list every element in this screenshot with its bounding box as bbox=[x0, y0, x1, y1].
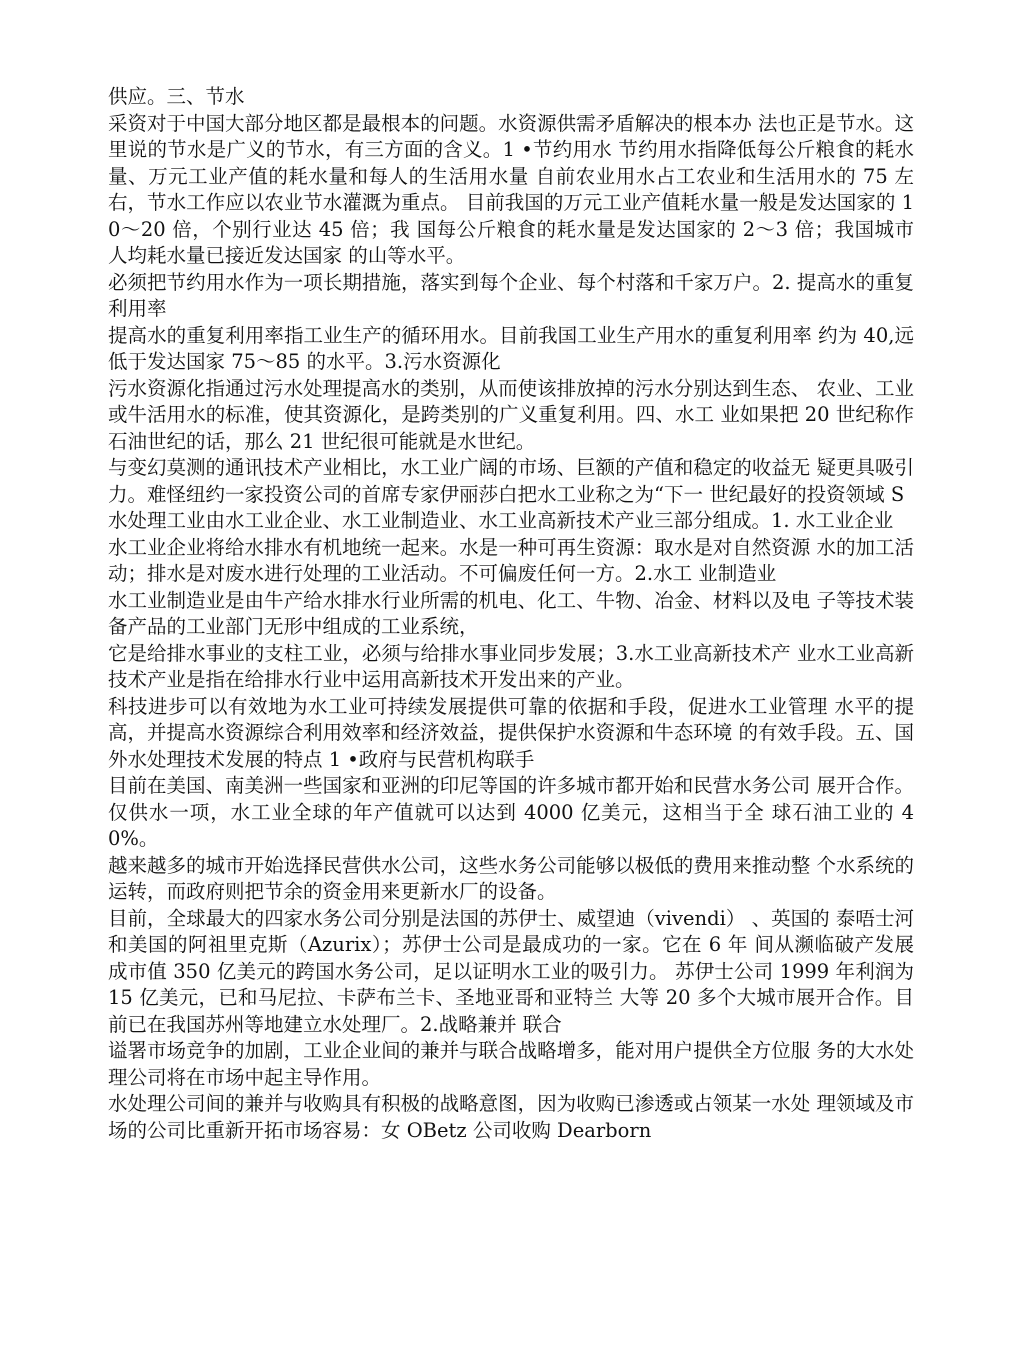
paragraph-reuse-rate: 提高水的重复利用率指工业生产的循环用水。目前我国工业生产用水的重复利用率 约为 40,远低于发达国家 75～85 的水平。3.污水资源化 bbox=[108, 323, 914, 373]
paragraph-wastewater-resource: 污水资源化指通过污水处理提高水的类别，从而使该排放掉的污水分别达到生态、 农业、工业或牛活用水的标准，使其资源化，是跨类别的广义重复利用。四、水工 业如果把 20 世纪称作石油世纪的话，那么 21 世纪很可能就是水世纪。 bbox=[108, 376, 914, 453]
paragraph-mergers: 谥署市场竞争的加剧，工业企业间的兼并与联合战略增多，能对用户提供全方位服 务的大水处理公司将在市场中起主导作用。 bbox=[108, 1039, 914, 1089]
paragraph-private-cooperation: 目前在美国、南美洲一些国家和亚洲的印尼等国的许多城市都开始和民营水务公司 展开合作。仅供水一项，水工业全球的年产值就可以达到 4000 亿美元，这相当于全 球石油工业的 40%。 bbox=[108, 774, 914, 850]
document-body bbox=[108, 84, 914, 1144]
paragraph-water-industry-appeal: 与变幻莫测的通讯技术产业相比，水工业广阔的市场、巨额的产值和稳定的收益无 疑更具吸引力。难怪纽约一家投资公司的首席专家伊丽莎白把水工业称之为“下一 世纪最好的投资领域 S bbox=[108, 456, 914, 506]
paragraph-section-heading: 供应。三、节水 bbox=[108, 85, 245, 108]
paragraph-manufacturing: 水工业制造业是由牛产给水排水行业所需的机电、化工、牛物、冶金、材料以及电 子等技术装备产品的工业部门无形中组成的工业系统， bbox=[108, 588, 914, 638]
paragraph-acquisitions: 水处理公司间的兼并与收购具有积极的战略意图，因为收购已渗透或占领某一水处 理领域及市场的公司比重新开拓市场容易：女 OBetz 公司收购 Dearborn bbox=[108, 1092, 914, 1142]
paragraph-water-enterprise: 水工业企业将给水排水有机地统一起来。水是一种可再生资源：取水是对自然资源 水的加工活动；排水是对废水进行处理的工业活动。不可偏废任何一方。2.水工 业制造业 bbox=[108, 535, 914, 585]
paragraph-tech-progress: 科技进步可以有效地为水工业可持续发展提供可靠的依据和手段，促进水工业管理 水平的提高，并提高水资源综合利用效率和经济效益，提供保护水资源和牛态环境 的有效手段。五、国外水处理技术发展的特点 1 •政府与民营机构联手 bbox=[108, 694, 914, 771]
paragraph-long-term-measure: 必须把节约用水作为一项长期措施，落实到每个企业、每个村落和千家万户。2. 提高水的重复利用率 bbox=[108, 270, 914, 320]
paragraph-pillar-industry: 它是给排水事业的支柱工业，必须与给排水事业同步发展；3.水工业高新技术产 业水工业高新技术产业是指在给排水行业中运用高新技术开发出来的产业。 bbox=[108, 641, 914, 691]
paragraph-industry-composition: 水处理工业由水工业企业、水工业制造业、水工业高新技术产业三部分组成。1. 水工业企业 bbox=[108, 509, 894, 532]
paragraph-water-saving: 采资对于中国大部分地区都是最根本的问题。水资源供需矛盾解决的根本办 法也正是节水。这里说的节水是广义的节水，有三方面的含义。1 •节约用水 节约用水指降低每公斤粮食的耗水量、万元工业产值的耗水量和每人的生活用水量 自前农业用水占工农业和生活用水的 75 左右，节水工作应以农业节水灌溉为重点。 目前我国的万元工业产值耗水量一般是发达国家的 10～20 倍，个别行业达 45 倍；我 国每公斤粮食的耗水量是发达国家的 2～3 倍；我国城市人均耗水量已接近发达国家 的山等水平。 bbox=[108, 111, 914, 267]
paragraph-top-companies: 目前，全球最大的四家水务公司分别是法国的苏伊士、威望迪（vivendi） 、英国的 泰唔士河和美国的阿祖里克斯（Azurix）；苏伊士公司是最成功的一家。它在 6 年 间从濒临破产发展成市值 350 亿美元的跨国水务公司，足以证明水工业的吸引力。 苏伊士公司 1999 年利润为 15 亿美元，已和马尼拉、卡萨布兰卡、圣地亚哥和亚特兰 大等 20 多个大城市展开合作。目前已在我国苏州等地建立水处理厂。2.战略兼并 联合 bbox=[108, 906, 914, 1036]
paragraph-private-suppliers: 越来越多的城市开始选择民营供水公司，这些水务公司能够以极低的费用来推动整 个水系统的运转，而政府则把节余的资金用来更新水厂的设备。 bbox=[108, 853, 914, 903]
